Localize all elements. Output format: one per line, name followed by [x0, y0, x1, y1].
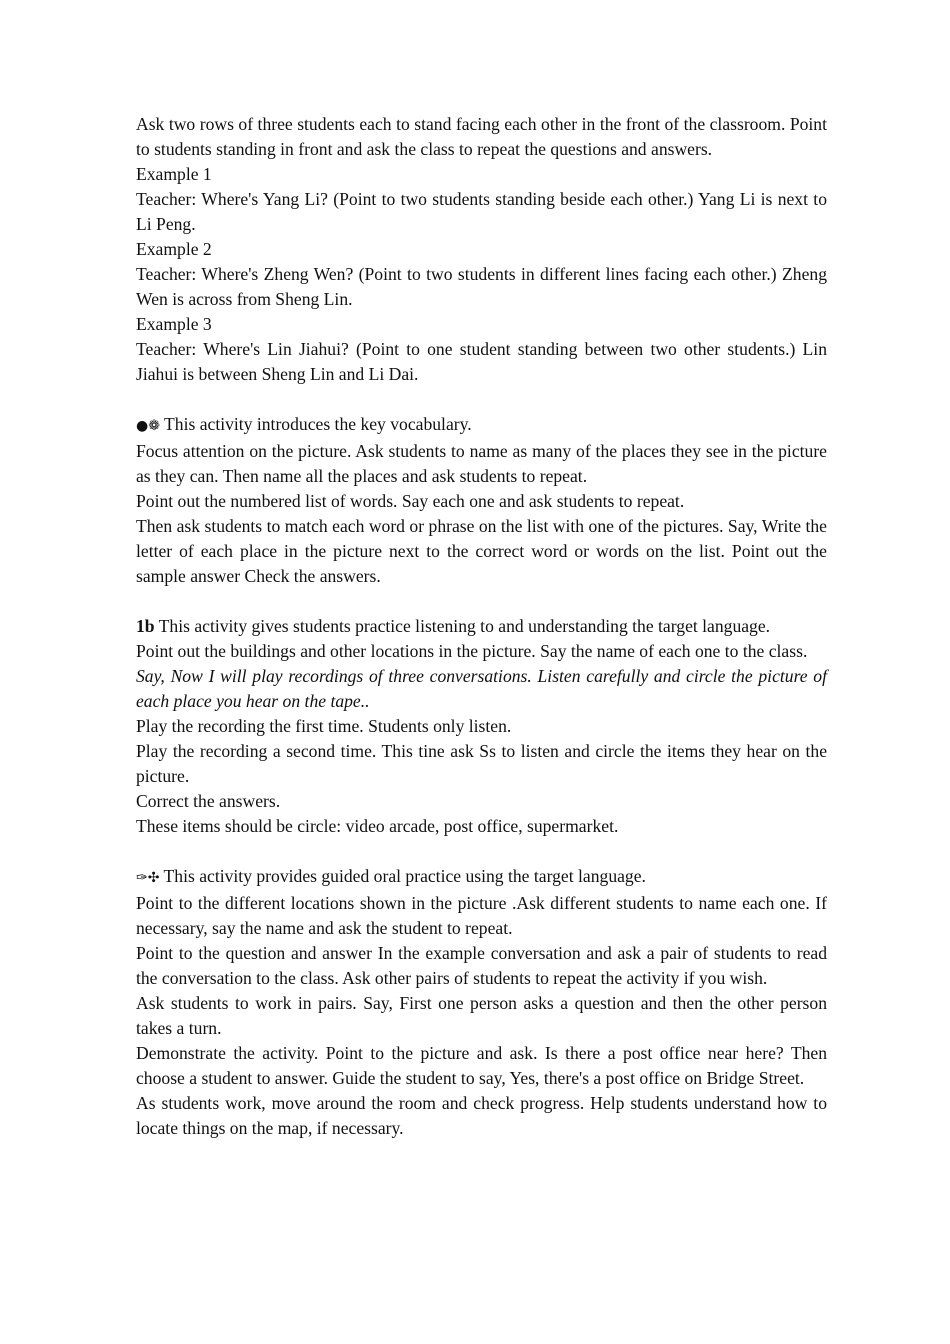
section-1b-paragraph-3: Play the recording the first time. Students only listen.: [136, 716, 512, 736]
section-1a-paragraph-3: Then ask students to match each word or phrase on the list with one of the pictures. Say, Write the letter of each place in the picture next to the correct word or words on the list. Point out the sample answer Check the answers.: [136, 516, 827, 586]
intro-paragraph: Ask two rows of three students each to stand facing each other in the front of the classroom. Point to students standing in front and ask the class to repeat the questions and answers.: [136, 114, 827, 159]
section-1c-paragraph-2: Point to the question and answer In the example conversation and ask a pair of students to read the conversation to the class. Ask other pairs of students to repeat the activity if you wish.: [136, 943, 827, 988]
section-1b-heading-text: This activity gives students practice listening to and understanding the target language.: [154, 616, 771, 636]
section-1a-symbol-icon: ●❁: [136, 418, 160, 434]
section-1c-heading-text: This activity provides guided oral practice using the target language.: [159, 866, 646, 886]
section-1b-paragraph-2: Say, Now I will play recordings of three conversations. Listen carefully and circle the picture of each place you hear on the tape..: [136, 666, 827, 711]
section-1b-paragraph-6: These items should be circle: video arcade, post office, supermarket.: [136, 816, 619, 836]
spacer: [136, 589, 827, 614]
example-2-label: Example 2: [136, 239, 212, 259]
section-1b-paragraph-1: Point out the buildings and other locations in the picture. Say the name of each one to the class.: [136, 641, 808, 661]
example-3-text: Teacher: Where's Lin Jiahui? (Point to one student standing between two other students.) Lin Jiahui is between Sheng Lin and Li Dai.: [136, 339, 827, 384]
section-1c-heading: [136, 864, 827, 891]
spacer: [136, 839, 827, 864]
section-1b-heading: [136, 614, 827, 639]
section-1b-label: 1b: [136, 616, 155, 636]
section-1b-paragraph-5: Correct the answers.: [136, 791, 281, 811]
section-1c-paragraph-3: Ask students to work in pairs. Say, First one person asks a question and then the other person takes a turn.: [136, 993, 827, 1038]
example-1-text: Teacher: Where's Yang Li? (Point to two students standing beside each other.) Yang Li is next to Li Peng.: [136, 189, 827, 234]
section-1a-heading: [136, 412, 827, 439]
document-page: [136, 112, 827, 1141]
example-2-text: Teacher: Where's Zheng Wen? (Point to two students in different lines facing each other.) Zheng Wen is across from Sheng Lin.: [136, 264, 827, 309]
spacer: [136, 387, 827, 412]
section-1c-paragraph-5: As students work, move around the room and check progress. Help students understand how to locate things on the map, if necessary.: [136, 1093, 827, 1138]
section-1c-paragraph-1: Point to the different locations shown in the picture .Ask different students to name each one. If necessary, say the name and ask the student to repeat.: [136, 893, 827, 938]
section-1a-paragraph-1: Focus attention on the picture. Ask students to name as many of the places they see in the picture as they can. Then name all the places and ask students to repeat.: [136, 441, 827, 486]
example-3-label: Example 3: [136, 314, 212, 334]
section-1a-paragraph-2: Point out the numbered list of words. Say each one and ask students to repeat.: [136, 491, 685, 511]
section-1b-paragraph-4: Play the recording a second time. This tine ask Ss to listen and circle the items they hear on the picture.: [136, 741, 827, 786]
section-1a-heading-text: This activity introduces the key vocabulary.: [159, 414, 472, 434]
example-1-label: Example 1: [136, 164, 212, 184]
section-1c-paragraph-4: Demonstrate the activity. Point to the picture and ask. Is there a post office near here? Then choose a student to answer. Guide the student to say, Yes, there's a post office on Bridge Street.: [136, 1043, 827, 1088]
section-1c-symbol-icon: ✑✣: [136, 870, 160, 886]
